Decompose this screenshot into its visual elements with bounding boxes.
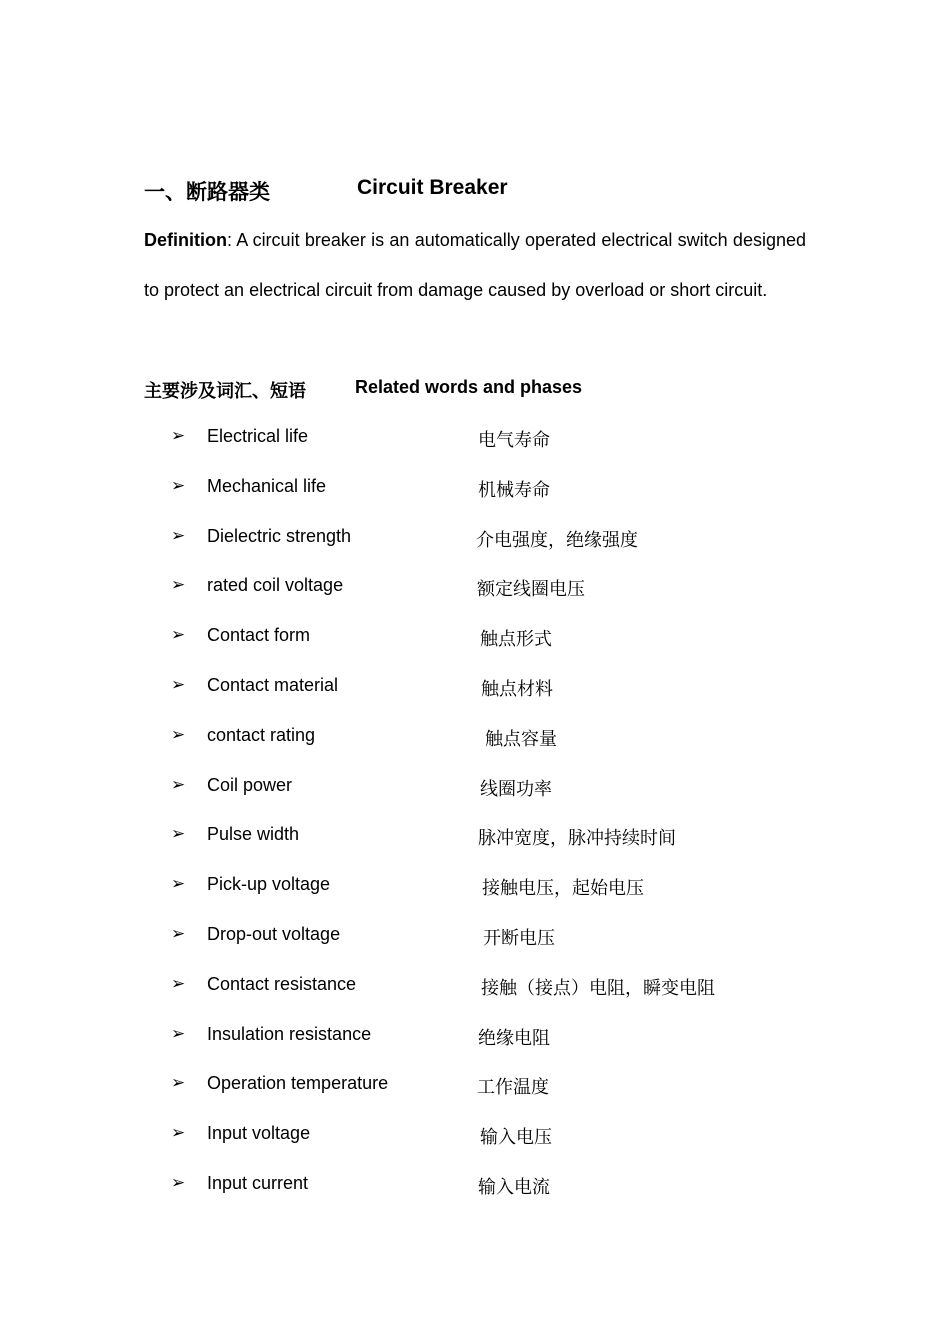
term-english: Mechanical life — [207, 475, 327, 496]
arrow-bullet-icon: ➢ — [171, 625, 186, 646]
term-item — [0, 625, 950, 655]
term-chinese: 工作温度 — [477, 1077, 549, 1099]
term-item — [0, 974, 950, 1004]
term-chinese: 介电强度，绝缘强度 — [476, 529, 638, 551]
term-chinese: 机械寿命 — [478, 479, 550, 501]
term-item — [0, 924, 950, 954]
term-chinese: 触点形式 — [480, 629, 552, 651]
term-item — [0, 575, 950, 605]
section-heading-chinese: 一、断路器类 — [144, 181, 270, 204]
term-item — [0, 675, 950, 705]
term-english: rated coil voltage — [207, 575, 344, 596]
arrow-bullet-icon: ➢ — [171, 1073, 186, 1094]
term-english: Contact material — [207, 675, 339, 695]
arrow-bullet-icon: ➢ — [171, 1023, 186, 1044]
arrow-bullet-icon: ➢ — [171, 475, 186, 496]
term-chinese: 触点材料 — [481, 679, 553, 700]
arrow-bullet-icon: ➢ — [171, 1123, 186, 1144]
arrow-bullet-icon: ➢ — [171, 924, 186, 944]
arrow-bullet-icon: ➢ — [171, 575, 186, 596]
term-item — [0, 725, 950, 755]
term-chinese: 接触电压，起始电压 — [482, 878, 644, 900]
term-chinese: 脉冲宽度，脉冲持续时间 — [478, 828, 676, 850]
arrow-bullet-icon: ➢ — [171, 1173, 186, 1193]
arrow-bullet-icon: ➢ — [171, 525, 186, 546]
term-chinese: 接触（接点）电阻，瞬变电阻 — [481, 977, 715, 999]
term-english: Input voltage — [207, 1123, 311, 1144]
arrow-bullet-icon: ➢ — [171, 675, 186, 695]
term-item — [0, 1123, 950, 1153]
section-heading-english: Circuit Breaker — [357, 176, 508, 199]
definition-paragraph — [144, 216, 806, 315]
arrow-bullet-icon: ➢ — [171, 973, 186, 994]
arrow-bullet-icon: ➢ — [171, 824, 186, 845]
related-words-heading-chinese: 主要涉及词汇、短语 — [144, 381, 306, 401]
term-chinese: 输入电压 — [480, 1127, 552, 1149]
term-item — [0, 1024, 950, 1054]
term-english: Coil power — [207, 774, 293, 795]
term-english: Dielectric strength — [207, 525, 352, 546]
arrow-bullet-icon: ➢ — [171, 874, 186, 895]
arrow-bullet-icon: ➢ — [171, 426, 186, 446]
term-english: Contact form — [207, 625, 311, 646]
definition-label: Definition — [144, 230, 227, 250]
term-chinese: 开断电压 — [483, 928, 555, 949]
term-item — [0, 874, 950, 904]
related-words-heading-english: Related words and phases — [355, 377, 583, 397]
term-item — [0, 1173, 950, 1203]
term-chinese: 电气寿命 — [478, 430, 550, 451]
term-chinese: 输入电流 — [478, 1177, 550, 1198]
term-item — [0, 775, 950, 805]
term-english: Contact resistance — [207, 973, 357, 994]
term-english: Operation temperature — [207, 1073, 389, 1094]
term-english: Insulation resistance — [207, 1023, 372, 1044]
term-item — [0, 824, 950, 854]
term-english: Input current — [207, 1173, 309, 1193]
term-item — [0, 526, 950, 556]
term-english: Pick-up voltage — [207, 874, 331, 895]
term-chinese: 线圈功率 — [480, 778, 552, 800]
term-chinese: 触点容量 — [485, 728, 557, 750]
term-english: Drop-out voltage — [207, 924, 341, 944]
arrow-bullet-icon: ➢ — [171, 774, 186, 795]
term-english: contact rating — [207, 724, 316, 745]
term-item — [0, 476, 950, 506]
arrow-bullet-icon: ➢ — [171, 724, 186, 745]
term-item — [0, 1073, 950, 1103]
term-item — [0, 426, 950, 456]
definition-text: : A circuit breaker is an automatically operated electrical switch designed to protect an electrical circuit from damage caused by overload or short circuit. — [144, 230, 806, 300]
term-chinese: 额定线圈电压 — [477, 579, 585, 601]
term-english: Electrical life — [207, 426, 309, 446]
term-english: Pulse width — [207, 824, 300, 845]
term-chinese: 绝缘电阻 — [478, 1027, 550, 1049]
